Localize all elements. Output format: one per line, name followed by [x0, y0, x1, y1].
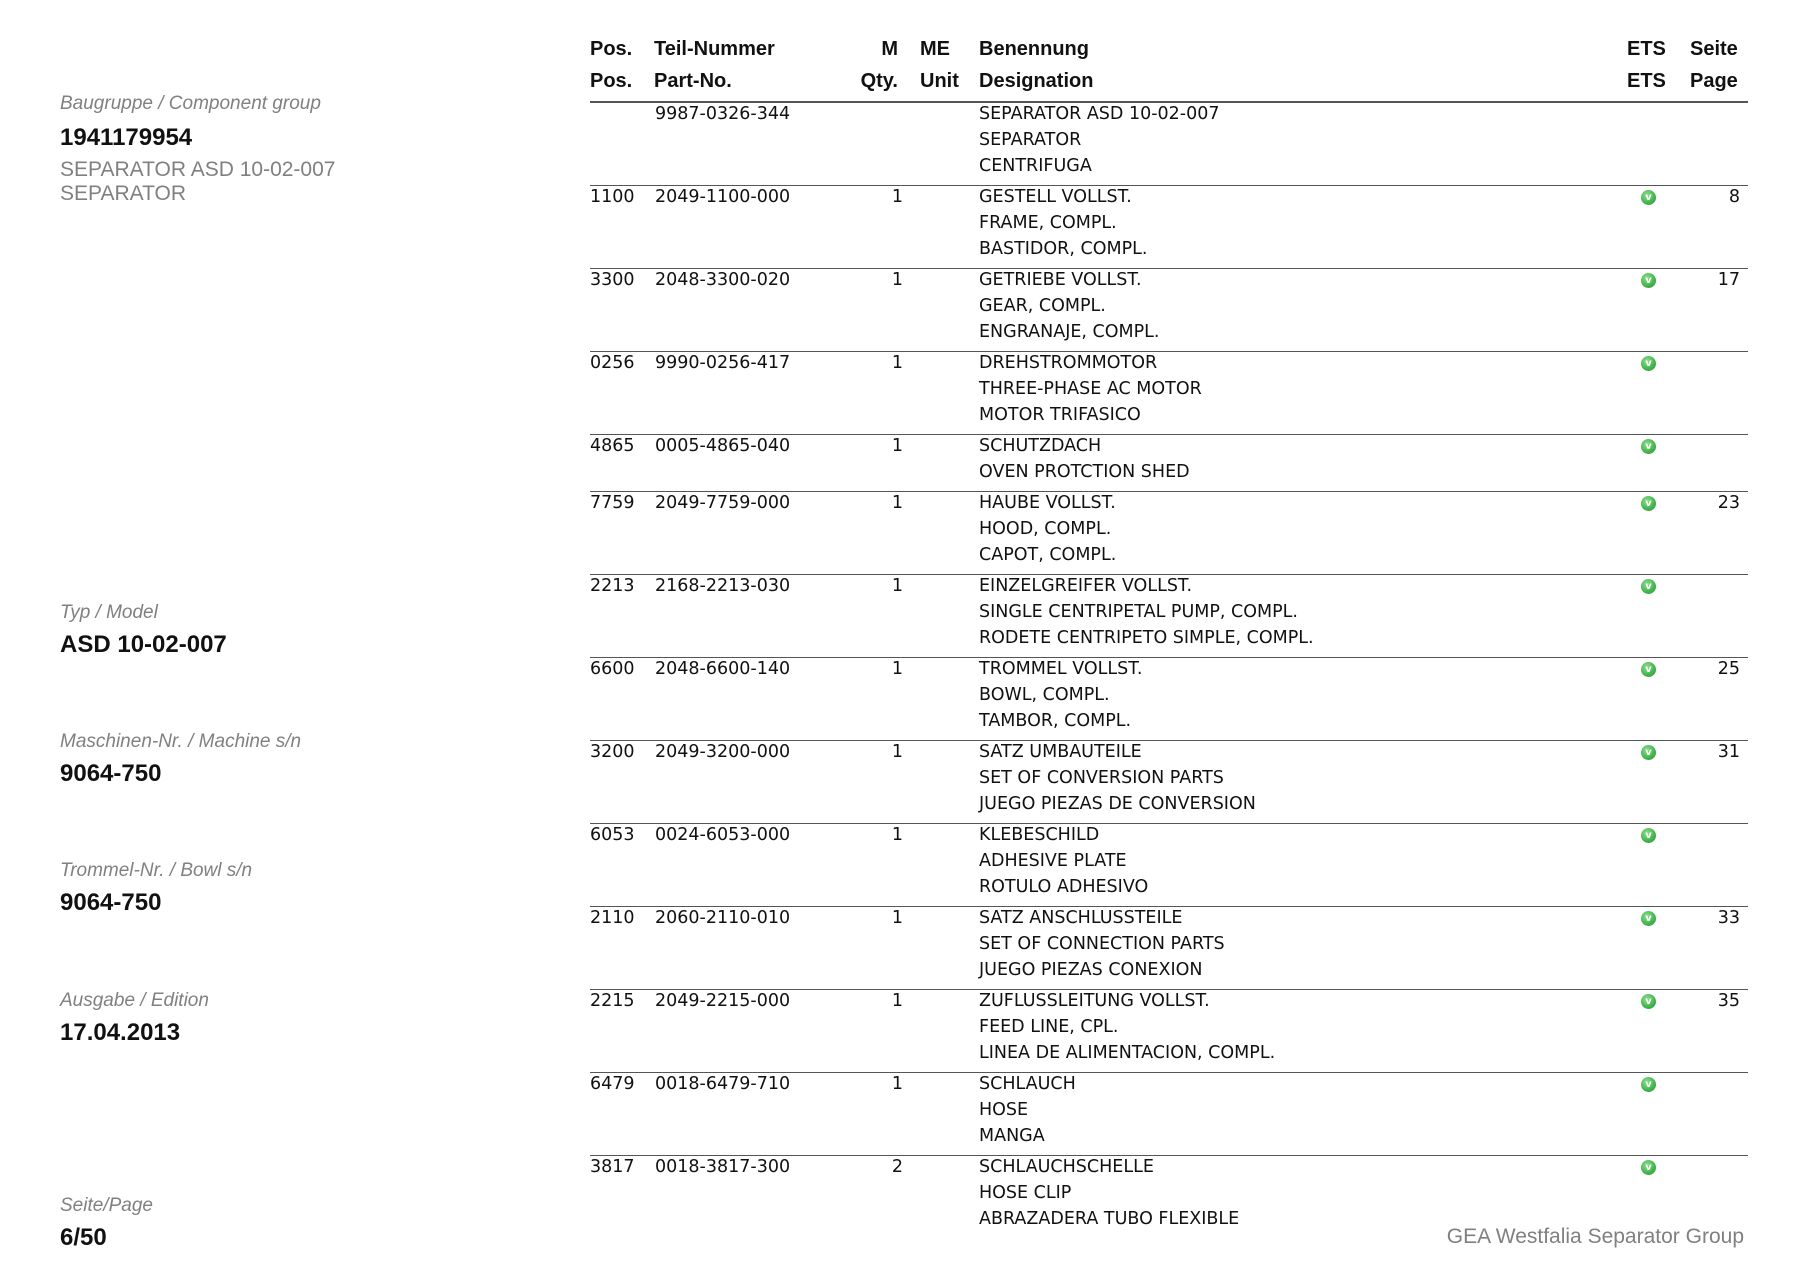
page-number	[60, 1224, 107, 1252]
qty-cell: 1	[891, 659, 903, 679]
header-pos-en: Pos.	[590, 70, 633, 92]
page-ref-cell: 23	[1717, 493, 1740, 513]
model-label: Typ / Model	[60, 602, 158, 623]
part-number-cell: 2048-6600-140	[655, 659, 791, 679]
qty-cell: 1	[891, 187, 903, 207]
page-ref-cell: 31	[1717, 742, 1740, 762]
check-circle-icon[interactable]: v	[1641, 745, 1656, 760]
part-number-cell: 9990-0256-417	[655, 353, 791, 373]
header-unit-de: ME	[920, 38, 950, 60]
page-total: /50	[73, 1224, 107, 1251]
row-separator	[590, 1155, 1748, 1156]
pos-cell: 6479	[590, 1074, 635, 1094]
designation-line: THREE-PHASE AC MOTOR	[979, 379, 1202, 399]
row-separator	[590, 574, 1748, 575]
designation-line: SET OF CONNECTION PARTS	[979, 934, 1225, 954]
qty-cell: 2	[891, 1157, 903, 1177]
header-designation-de: Benennung	[979, 38, 1089, 60]
check-circle-icon[interactable]: v	[1641, 1160, 1656, 1175]
designation-line: BASTIDOR, COMPL.	[979, 239, 1148, 259]
check-circle-icon[interactable]: v	[1641, 439, 1656, 454]
row-separator	[590, 740, 1748, 741]
part-number-cell: 9987-0326-344	[655, 104, 791, 124]
pos-cell: 3200	[590, 742, 635, 762]
pos-cell: 4865	[590, 436, 635, 456]
check-circle-icon[interactable]: v	[1641, 579, 1656, 594]
part-number-cell: 2168-2213-030	[655, 576, 791, 596]
row-separator	[590, 906, 1748, 907]
qty-cell: 1	[891, 991, 903, 1011]
page-ref-cell: 25	[1717, 659, 1740, 679]
designation-line: GEAR, COMPL.	[979, 296, 1106, 316]
pos-cell: 6600	[590, 659, 635, 679]
check-circle-icon[interactable]: v	[1641, 356, 1656, 371]
component-group-name-line-1: SEPARATOR ASD 10-02-007	[60, 158, 336, 181]
part-number-cell: 0024-6053-000	[655, 825, 791, 845]
page-ref-cell: 17	[1717, 270, 1740, 290]
page-label: Seite/Page	[60, 1195, 153, 1216]
qty-cell: 1	[891, 1074, 903, 1094]
header-unit-en: Unit	[920, 70, 959, 92]
designation-line: TROMMEL VOLLST.	[979, 659, 1143, 679]
edition-label: Ausgabe / Edition	[60, 990, 209, 1011]
header-page-de: Seite	[1690, 38, 1738, 60]
part-number-cell: 2060-2110-010	[655, 908, 791, 928]
part-number-cell: 0018-6479-710	[655, 1074, 791, 1094]
part-number-cell: 2049-2215-000	[655, 991, 791, 1011]
designation-line: FEED LINE, CPL.	[979, 1017, 1119, 1037]
designation-line: SCHLAUCH	[979, 1074, 1076, 1094]
designation-line: ABRAZADERA TUBO FLEXIBLE	[979, 1209, 1240, 1229]
header-ets-de: ETS	[1627, 38, 1666, 60]
designation-line: SINGLE CENTRIPETAL PUMP, COMPL.	[979, 602, 1298, 622]
designation-line: ENGRANAJE, COMPL.	[979, 322, 1160, 342]
designation-line: CENTRIFUGA	[979, 156, 1092, 176]
designation-line: SET OF CONVERSION PARTS	[979, 768, 1224, 788]
pos-cell: 6053	[590, 825, 635, 845]
pos-cell: 7759	[590, 493, 635, 513]
part-number-cell: 2049-7759-000	[655, 493, 791, 513]
designation-line: HAUBE VOLLST.	[979, 493, 1116, 513]
page-ref-cell: 35	[1717, 991, 1740, 1011]
designation-line: BOWL, COMPL.	[979, 685, 1110, 705]
row-separator	[590, 491, 1748, 492]
footer-brand: GEA Westfalia Separator Group	[1446, 1225, 1744, 1248]
designation-line: KLEBESCHILD	[979, 825, 1100, 845]
part-number-cell: 0018-3817-300	[655, 1157, 791, 1177]
designation-line: SCHLAUCHSCHELLE	[979, 1157, 1154, 1177]
header-qty-en: Qty.	[860, 70, 898, 92]
edition-value: 17.04.2013	[60, 1019, 181, 1046]
pos-cell: 0256	[590, 353, 635, 373]
designation-line: ADHESIVE PLATE	[979, 851, 1127, 871]
check-circle-icon[interactable]: v	[1641, 828, 1656, 843]
designation-line: HOSE CLIP	[979, 1183, 1072, 1203]
page-ref-cell: 33	[1717, 908, 1740, 928]
header-part-de: Teil-Nummer	[654, 38, 775, 60]
pos-cell: 3817	[590, 1157, 635, 1177]
header-rule	[590, 101, 1748, 102]
qty-cell: 1	[891, 576, 903, 596]
page-ref-cell: 8	[1728, 187, 1740, 207]
designation-line: FRAME, COMPL.	[979, 213, 1117, 233]
designation-line: MANGA	[979, 1126, 1045, 1146]
check-circle-icon[interactable]: v	[1641, 1077, 1656, 1092]
designation-line: HOSE	[979, 1100, 1029, 1120]
designation-line: ZUFLUSSLEITUNG VOLLST.	[979, 991, 1210, 1011]
row-separator	[590, 989, 1748, 990]
check-circle-icon[interactable]: v	[1641, 662, 1656, 677]
component-group-name-line-2: SEPARATOR	[60, 182, 187, 205]
designation-line: LINEA DE ALIMENTACION, COMPL.	[979, 1043, 1276, 1063]
pos-cell: 2213	[590, 576, 635, 596]
machine-sn-label: Maschinen-Nr. / Machine s/n	[60, 731, 302, 752]
designation-line: JUEGO PIEZAS CONEXION	[979, 960, 1203, 980]
row-separator	[590, 268, 1748, 269]
component-group-label: Baugruppe / Component group	[60, 93, 321, 114]
header-designation-en: Designation	[979, 70, 1094, 92]
designation-line: SATZ UMBAUTEILE	[979, 742, 1142, 762]
header-page-en: Page	[1690, 70, 1738, 92]
component-group-number: 1941179954	[60, 124, 193, 151]
designation-line: EINZELGREIFER VOLLST.	[979, 576, 1193, 596]
check-circle-icon[interactable]: v	[1641, 496, 1656, 511]
qty-cell: 1	[891, 825, 903, 845]
check-circle-icon[interactable]: v	[1641, 190, 1656, 205]
pos-cell: 2215	[590, 991, 635, 1011]
qty-cell: 1	[891, 493, 903, 513]
pos-cell: 2110	[590, 908, 635, 928]
designation-line: DREHSTROMMOTOR	[979, 353, 1158, 373]
designation-line: TAMBOR, COMPL.	[979, 711, 1132, 731]
qty-cell: 1	[891, 270, 903, 290]
designation-line: GETRIEBE VOLLST.	[979, 270, 1142, 290]
designation-line: HOOD, COMPL.	[979, 519, 1112, 539]
row-separator	[590, 823, 1748, 824]
designation-line: SCHUTZDACH	[979, 436, 1102, 456]
designation-line: MOTOR TRIFASICO	[979, 405, 1141, 425]
designation-line: CAPOT, COMPL.	[979, 545, 1117, 565]
designation-line: OVEN PROTCTION SHED	[979, 462, 1190, 482]
qty-cell: 1	[891, 742, 903, 762]
header-qty-de: M	[881, 38, 898, 60]
part-number-cell: 0005-4865-040	[655, 436, 791, 456]
row-separator	[590, 1072, 1748, 1073]
header-ets-en: ETS	[1627, 70, 1666, 92]
row-separator	[590, 351, 1748, 352]
designation-line: SEPARATOR	[979, 130, 1082, 150]
row-separator	[590, 434, 1748, 435]
part-number-cell: 2049-3200-000	[655, 742, 791, 762]
designation-line: SATZ ANSCHLUSSTEILE	[979, 908, 1183, 928]
machine-sn-value: 9064-750	[60, 760, 162, 787]
designation-line: SEPARATOR ASD 10-02-007	[979, 104, 1220, 124]
part-number-cell: 2049-1100-000	[655, 187, 791, 207]
model-value: ASD 10-02-007	[60, 631, 227, 658]
row-separator	[590, 657, 1748, 658]
pos-cell: 1100	[590, 187, 635, 207]
bowl-sn-label: Trommel-Nr. / Bowl s/n	[60, 860, 253, 881]
page-current: 6	[60, 1224, 74, 1251]
check-circle-icon[interactable]: v	[1641, 273, 1656, 288]
designation-line: GESTELL VOLLST.	[979, 187, 1132, 207]
qty-cell: 1	[891, 353, 903, 373]
bowl-sn-value: 9064-750	[60, 889, 162, 916]
qty-cell: 1	[891, 908, 903, 928]
header-pos-de: Pos.	[590, 38, 633, 60]
pos-cell: 3300	[590, 270, 635, 290]
row-separator	[590, 185, 1748, 186]
qty-cell: 1	[891, 436, 903, 456]
header-part-en: Part-No.	[654, 70, 732, 92]
designation-line: JUEGO PIEZAS DE CONVERSION	[979, 794, 1256, 814]
check-circle-icon[interactable]: v	[1641, 911, 1656, 926]
designation-line: RODETE CENTRIPETO SIMPLE, COMPL.	[979, 628, 1314, 648]
part-number-cell: 2048-3300-020	[655, 270, 791, 290]
designation-line: ROTULO ADHESIVO	[979, 877, 1149, 897]
row-separator	[590, 102, 1748, 103]
check-circle-icon[interactable]: v	[1641, 994, 1656, 1009]
